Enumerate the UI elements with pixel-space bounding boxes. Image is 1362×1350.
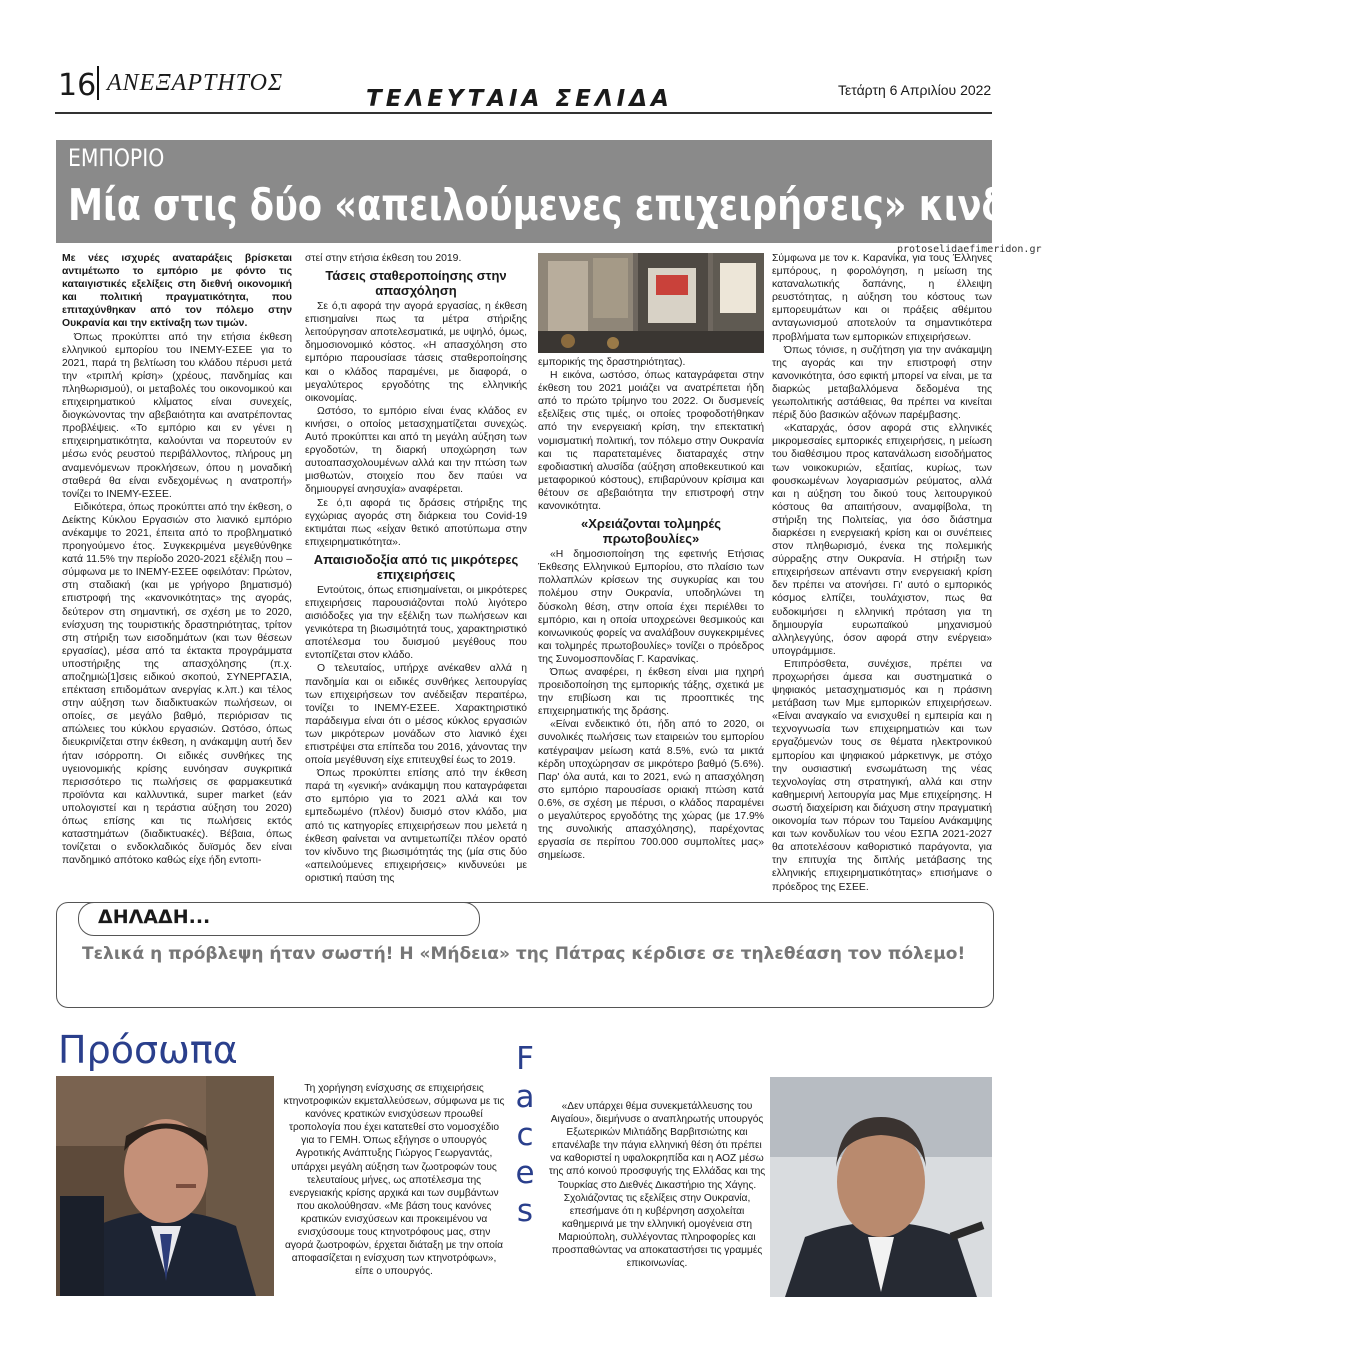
paragraph: «Καταρχάς, όσον αφορά στις ελληνικές μικρομεσαίες εμπορικές επιχειρήσεις, η μείωση του διαθέσιμου προς κατανάλωση εισοδήματος των νοικοκυριών, εξαιτίας, κυρίως, των φουσκωμένων λογαριασμών ρεύματος, αλλά και η αύξηση του δικού τους λειτουργικού κόστους θα απαιτήσουν, αναμφίβολα, τη στήριξη της Πολιτείας, για όσο διάστημα διαρκέσει η ενεργειακή κρίση και οι συνέπειες στον πληθωρισμό, ένεκα της πολεμικής σύρραξης στην Ουκρανία. Η στήριξη των επιχειρήσεων απέναντι στην ενεργειακή κρίση δεν πρέπει να ατονήσει. Γι' αυτό ο εμπορικός κόσμος ελπίζει, τουλάχιστον, πως θα ευδοκιμήσει η ελληνική πρόταση για τη δημιουργία ευρωπαϊκού μηχανισμού αλληλεγγύης, όσον αφορά στην ενέργεια» υπογράμμισε. — [772, 423, 992, 657]
article-kicker: ΕΜΠΟΡΙΟ — [68, 144, 165, 172]
paragraph: εμπορικής της δραστηριότητας). — [538, 357, 686, 368]
paragraph: Τη χορήγηση ενίσχυσης σε επιχειρήσεις κτηνοτροφικών εκμεταλλεύσεων, σύμφωνα με τις κανόνες κρατικών ενισχύσεων προωθεί τροπολογία που έχει κατατεθεί στο νομοσχέδιο για το ΓΕΜΗ. Όπως εξήγησε ο υπουργός Αγροτικής Ανάπτυξης Γιώργος Γεωργαντάς, υπάρχει μεγάλη αύξηση των ζωοτροφών τους τελευταίους μήνες, ως αποτέλεσμα της ενεργειακής κρίσης αρχικά και των συμβάντων που ακολούθησαν. «Με βάση τους κανόνες κρατικών ενισχύσεων και προκειμένου να ενισχύσουμε τους κτηνοτρόφους μας, στην αγορά ζωοτροφών, έρχεται διάταξη με την οποία αποφασίζεται η ενίσχυση των κτηνοτρόφων», είπε ο υπουργός. — [283, 1083, 505, 1278]
header-rule — [55, 112, 992, 114]
article-headline: Μία στις δύο «απειλούμενες επιχειρήσεις» κινδυνεύει με λουκέτο — [68, 180, 1362, 231]
paragraph: Σε ό,τι αφορά την αγορά εργασίας, η έκθεση επισημαίνει πως τα μέτρα στήριξης λειτούργησαν αποτελεσματικά, με υψηλό, όμως, δημοσιονομικό κόστος. «Η απασχόληση στο εμπόριο παρουσίασε τάσεις σταθεροποίησης και ο κλάδος παραμένει, με διαφορά, ο μεγαλύτερος εργοδότης της ελληνικής οικονομίας. — [305, 301, 527, 404]
shop-storefront-photo — [538, 253, 764, 353]
paragraph: «Δεν υπάρχει θέμα συνεκμετάλλευσης του Αιγαίου», διεμήνυσε ο αναπληρωτής υπουργός Εξωτερικών Μιλτιάδης Βαρβιτσιώτης και επανέλαβε την πάγια ελληνική θέση ότι πρέπει να καθοριστεί η υφαλοκρηπίδα και η ΑΟΖ μέσω της από κοινού προσφυγής της Ελλάδας και της Τουρκίας στο Διεθνές Δικαστήριο της Χάγης. Σχολιάζοντας τις εξελίξεις στην Ουκρανία, επεσήμανε ότι η κυβέρνηση ασχολείται καθημερινά με την ελληνική ομογένεια στη Μαριούπολη, συλλέγοντας πληροφορίες και προσπαθώντας να αποκαταστήσει τις γραμμές επικοινωνίας. — [548, 1101, 766, 1270]
paragraph: Ωστόσο, το εμπόριο είναι ένας κλάδος εν κινήσει, ο οποίος μετασχηματίζεται συνεχώς. Αυτό προκύπτει και από τη μεγάλη αύξηση των εργοδοτών, τη διαρκή υποχώρηση των αυτοαπασχολουμένων αλλά και την πτώση των μισθωτών, στοιχείο που δεν παύει να δημιουργεί ανησυχία» αναφέρεται. — [305, 405, 527, 496]
dilady-text: Τελικά η πρόβλεψη ήταν σωστή! Η «Μήδεια» της Πάτρας κέρδισε σε τηλεθέαση τον πόλεμο! — [82, 944, 966, 964]
article-column-2 — [305, 252, 527, 885]
faces-letter: F — [516, 1041, 534, 1077]
faces-text-left — [283, 1082, 505, 1278]
faces-text-right — [548, 1100, 766, 1270]
faces-letter: s — [516, 1193, 534, 1229]
watermark: protoselidaefimeridon.gr — [897, 244, 1042, 255]
dilady-title: ΔΗΛΑΔΗ... — [98, 906, 211, 928]
paragraph: Όπως προκύπτει επίσης από την έκθεση παρά τη «γενική» ανάκαμψη που καταγράφεται στο εμπόριο για το 2021 αλλά και τον εμπεδωμένο (πλέον) δυισμό στον κλάδο, μια από τις κατηγορίες επιχειρήσεων που μελετά η έκθεση φαίνεται να αντιμετωπίζει πλέον ορατό τον κίνδυνο της βιωσιμότητάς της (μία στις δύο «απειλούμενες επιχειρήσεις» κινδυνεύει με οριστική παύση της — [305, 768, 527, 884]
paragraph: Σύμφωνα με τον κ. Καρανίκα, για τους Έλληνες εμπόρους, η φορολόγηση, η μείωση της καταναλωτικής δαπάνης, η έλλειψη ρευστότητας, η αύξηση του κόστους των εμπορευμάτων και οι πράξεις αθέμιτου ανταγωνισμού αποτελούν τα σημαντικότερα προβλήματα των εμπορικών επιχειρήσεων. — [772, 253, 992, 343]
paragraph: «Η δημοσιοποίηση της εφετινής Ετήσιας Έκθεσης Ελληνικού Εμπορίου, στο πλαίσιο των πολλαπλών κρίσεων της συγκυρίας και του πολέμου στην Ουκρανία, υποδηλώνει τη δύσκολη θέση, στην οποία έχει περιέλθει το εμπόριο, και η οποία υποχρεώνει θεσμικούς και κοινωνικούς φορείς να αναλάβουν συγκεκριμένες και τολμηρές πρωτοβουλίες» τονίζει ο πρόεδρος της Συνομοσπονδίας Γ. Καρανίκας. — [538, 549, 764, 665]
faces-letter: c — [516, 1117, 534, 1153]
subheading: «Χρειάζονται τολμηρές πρωτοβουλίες» — [581, 516, 721, 547]
paragraph: Όπως τόνισε, η συζήτηση για την ανάκαμψη της αγοράς και την επιστροφή στην κανονικότητα, όσο εφικτή μπορεί να είναι, με τα διαρκώς μεταβαλλόμενα δεδομένα της γεωπολιτικής αστάθειας, θα πρέπει να κινείται πέριξ δύο βασικών αξόνων παρέμβασης. — [772, 344, 992, 422]
paragraph: Εντούτοις, όπως επισημαίνεται, οι μικρότερες επιχειρήσεις παρουσιάζονται πολύ λιγότερο αισιόδοξες για την εξέλιξη των πωλήσεων και γενικότερα τη βιωσιμότητά τους, χαρακτηριστικό αποτέλεσμα του δυισμού μεγέθους που εντοπίζεται στον κλάδο. — [305, 584, 527, 662]
issue-date: Τετάρτη 6 Απριλίου 2022 — [838, 82, 992, 98]
paragraph: Σε ό,τι αφορά τις δράσεις στήριξης της εγχώριας αγοράς στη διάρκεια του Covid-19 εκτιμάται πως «είχαν θετικό αποτύπωμα στην επιχειρηματικότητα». — [305, 497, 527, 548]
storefront-image — [538, 253, 764, 353]
paragraph: Επιπρόσθετα, συνέχισε, πρέπει να προχωρήσει άμεσα και συστηματικά ο ψηφιακός μετασχηματισμός και η πράσινη μετάβαση των Μμε εμπορικών επιχειρήσεων. «Είναι αναγκαίο να ενισχυθεί η εμπειρία και η τεχνογνωσία των επιχειρηματιών και των εργαζόμενών τους σε θέματα ηλεκτρονικού εμπορίου και ψηφιακού μάρκετινγκ, με στόχο την ουσιαστική ενσωμάτωση της νέας τεχνολογίας στη στρατηγική, αλλά και στην καθημερινή λειτουργία μας Μμε επιχείρησης. Η σωστή διαχείριση και διάχυση στην πραγματική οικονομία των πόρων του Ταμείου Ανάκαμψης και των κονδυλίων του νέου ΕΣΠΑ 2021-2027 θα αποτελέσουν καθοριστικό παράγοντα, για την επιτυχία της διπλής μετάβασης της ελληνικής επιχειρηματικότητας» επισήμανε ο πρόεδρος της ΕΣΕΕ. — [772, 658, 992, 893]
faces-letter: a — [515, 1079, 535, 1115]
faces-vertical-label — [513, 1040, 537, 1230]
article-column-3 — [538, 356, 764, 862]
paragraph: Όπως αναφέρει, η έκθεση είναι μια ηχηρή προειδοποίηση της εμπορικής τάξης, σχετικά με την επιβίωση και τις προοπτικές της επιχειρηματικής της δράσης. — [538, 666, 764, 718]
headline-banner — [56, 140, 1362, 243]
subheading: Τάσεις σταθεροποίησης στην απασχόληση — [325, 268, 507, 299]
section-title: ΤΕΛΕΥΤΑΙΑ ΣΕΛΙΔΑ — [366, 86, 673, 112]
minister-varvitsiotis-photo — [770, 1077, 992, 1297]
paragraph: Ο τελευταίος, υπήρχε ανέκαθεν αλλά η πανδημία και οι ειδικές συνθήκες λειτουργίας των επιχειρήσεων τον ανέδειξαν περαιτέρω, τονίζει το ΙΝΕΜΥ-ΕΣΕΕ. Χαρακτηριστικό παράδειγμα είναι ότι ο μέσος κύκλος εργασιών των μικρότερων μονάδων στο λιανικό έχει επιστρέψει στα επίπεδα του 2016, χάνοντας την οποία μεγέθυνση είχε επιτευχθεί έως το 2019. — [305, 663, 527, 767]
article-column-4 — [772, 252, 992, 894]
faces-section-title: Πρόσωπα — [58, 1028, 238, 1072]
paragraph: στεί στην ετήσια έκθεση του 2019. — [305, 253, 462, 264]
portrait-image — [56, 1076, 274, 1296]
newspaper-name: ΑΝΕΞΑΡΤΗΤΟΣ — [107, 70, 284, 96]
article-lead: Με νέες ισχυρές αναταράξεις βρίσκεται αντιμέτωπο το εμπόριο με φόντο τις καταιγιστικές εξελίξεις στη διεθνή οικονομική και πολιτική πραγματικότητα, που επιταχύνθηκαν από τον πόλεμο στην Ουκρανία και την εκτίναξη των τιμών. — [62, 253, 292, 330]
subheading: Απαισιοδοξία από τις μικρότερες επιχειρήσεις — [313, 551, 519, 582]
page-number: 16 — [58, 68, 97, 103]
paragraph: «Είναι ενδεικτικό ότι, ήδη από το 2020, οι συνολικές πωλήσεις των εταιρειών του εμπορίου κατέγραψαν μείωση κατά 8.5%, ενώ τα μικτά κέρδη υποχώρησαν σε μικρότερο βαθμό (5.6%). Παρ' όλα αυτά, και το 2021, ενώ η απασχόληση στο εμπόριο παρουσίασε οριακή πτώση κατά 0.6%, σε σχέση με πέρυσι, ο κλάδος παραμένει ο μεγαλύτερος εργοδότης της χώρας (με 17.9% της συνολικής απασχόλησης), παρέχοντας εργασία σε περίπου 700.000 συμπολίτες μας» σημείωσε. — [538, 719, 764, 862]
article-column-1 — [62, 252, 292, 867]
paragraph: Όπως προκύπτει από την ετήσια έκθεση ελληνικού εμπορίου του ΙΝΕΜΥ-ΕΣΕΕ για το 2021, παρά τη βελτίωση του κλάδου πέρυσι μετά την «τριπλή κρίση» (χρέους, πανδημίας και πληθωρισμού), οι μεταβολές του οικονομικού και επιχειρηματικού κλίματος είναι συνεχείς, διογκώνοντας την αβεβαιότητα και ανατρέποντας προβλέψεις. «Το εμπόριο και εν γένει η επιχειρηματικότητα, καλούνται να πορευτούν εν μέσω ενός ρευστού περιβάλλοντος, πλήρους μη αναμενόμενων προκλήσεων, όπου η μοναδική σταθερά θα είναι ενδεχομένως η ανατροπή» τονίζει το ΙΝΕΜΥ-ΕΣΕΕ. — [62, 331, 292, 500]
paragraph: Η εικόνα, ωστόσο, όπως καταγράφεται στην έκθεση του 2021 μοιάζει να ανατρέπεται ήδη από το πρώτο τρίμηνο του 2022. Οι δυσμενείς εξελίξεις στις τιμές, οι οποίες τροφοδοτήθηκαν από την ενεργειακή κρίση, την επεκτατική νομισματική πολιτική, τον πόλεμο στην Ουκρανία και τις παρατεταμένες διαταραχές στην εφοδιαστική αλυσίδα (αύξηση αποθεκευτικού και μεταφορικού κόστους), επιβαρύνουν κρίσιμα και θέτουν σε αβεβαιότητα την επιστροφή στην κανονικότητα. — [538, 370, 764, 513]
portrait-image — [770, 1077, 992, 1297]
paragraph: Ειδικότερα, όπως προκύπτει από την έκθεση, ο Δείκτης Κύκλου Εργασιών στο λιανικό εμπόριο ανέκαμψε το 2021, έπειτα από το προβληματικό προηγούμενο έτος. Συγκεκριμένα μεγεθύνθηκε κατά 11.5% την περίοδο 2020-2021 εξέλιξη που – σύμφωνα με το ΙΝΕΜΥ-ΕΣΕΕ οφειλόταν: Πρώτον, στη σταδιακή (και με γρήγορο βηματισμό) επιστροφή της «κανονικότητας» της αγοράς, δεύτερον στη σημαντική, σε σχέση με το 2020, ενίσχυση της τουριστικής δραστηριότητας, τρίτον στη στήριξη των εισοδημάτων (και των θέσεων εργασίας), μέσα από τα έκτακτα προγράμματα υποστήριξης της απασχόλησης (π.χ. αποζημιώ[1]σεις ειδικού σκοπού, ΣΥΝΕΡΓΑΣΙΑ, επέκταση επιδομάτων ανεργίας κ.λπ.) και τέλος στην αύξηση των διαδικτυακών πωλήσεων, οι οποίες, σε μεγάλο βαθμό, περιόρισαν τις απώλειες του κύκλου εργασιών. Ωστόσο, όπως διευκρινίζεται στην έκθεση, η ανάκαμψη αυτή δεν ήταν ισόρροπη. Οι ειδικές συνθήκες της υγειονομικής κρίσης ευνόησαν συγκριτικά περισσότερο τις πωλήσεις σε φαρμακευτικά προϊόντα και καλλυντικά, super market (εάν υπολογιστεί και η τεράστια αύξηση του 2020) όπως επίσης και τις πωλήσεις εκτός καταστημάτων (διαδικτυακές). Βέβαια, όπως τονίζεται ο ενδοκλαδικός δυϊσμός δεν είναι πανδημικό απότοκο καθώς είχε ήδη εντοπι- — [62, 501, 292, 867]
minister-georgantas-photo — [56, 1076, 274, 1296]
header-divider — [97, 66, 99, 100]
faces-letter: e — [515, 1155, 535, 1191]
